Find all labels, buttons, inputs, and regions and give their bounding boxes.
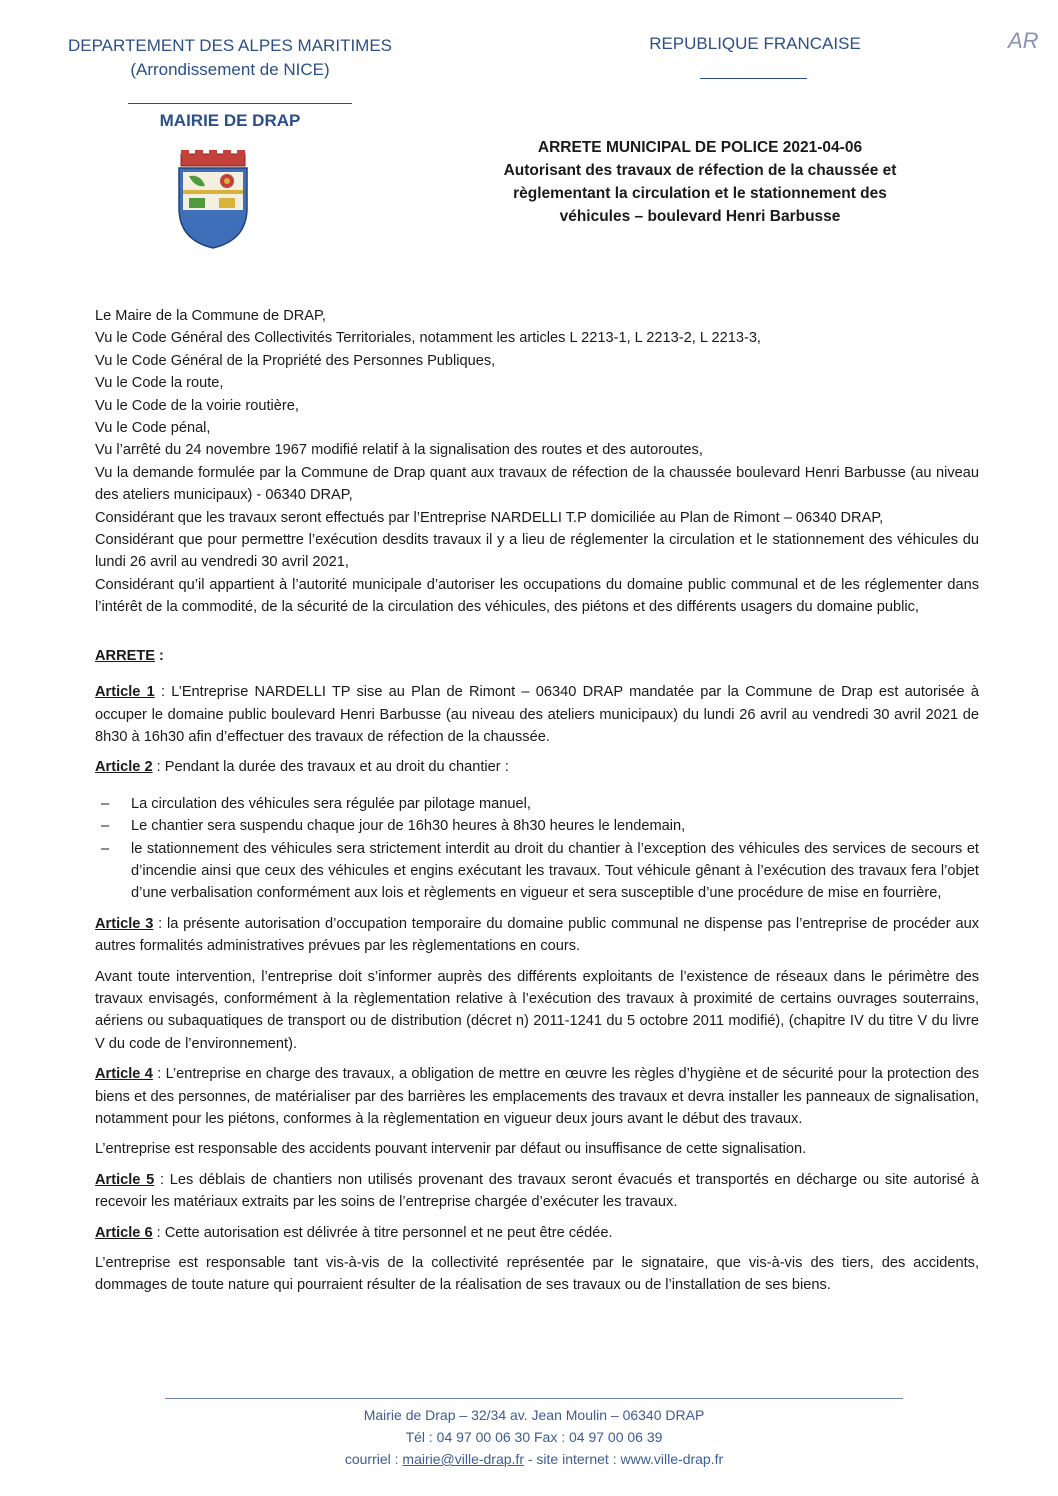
article-5 (95, 1169, 979, 1214)
preamble-considerant-3: Considérant qu’il appartient à l’autorité municipale d’autoriser les occupations du domaine public communal et de les réglementer dans l’intérêt de la commodité, de la sécurité de la circulation des véhicules, des piétons et des différents usagers du domaine public, (95, 576, 979, 616)
crest-tool (219, 198, 235, 208)
article-4 (95, 1063, 979, 1130)
article-3 (95, 913, 979, 958)
list-dash: – (101, 840, 110, 857)
republique-label: REPUBLIQUE FRANCAISE (649, 34, 861, 53)
footer-phone: Tél : 04 97 00 06 30 Fax : 04 97 00 06 39 (405, 1429, 663, 1445)
footer-email-link[interactable]: mairie@ville-drap.fr (402, 1451, 524, 1467)
mairie-label: MAIRIE DE DRAP (159, 111, 301, 130)
arrete-heading (95, 645, 979, 667)
arrondissement-label: (Arrondissement de NICE) (130, 60, 330, 79)
article-5-label: Article 5 (95, 1171, 155, 1188)
coat-of-arms-icon (175, 150, 251, 250)
preamble-visa-4: Vu le Code de la voirie routière, (95, 397, 299, 414)
article-2-label: Article 2 (95, 759, 153, 776)
article-4-paragraph-2: L’entreprise est responsable des accidents pouvant intervenir par défaut ou insuffisance de cette signalisation. (95, 1141, 807, 1158)
arrete-heading-label: ARRETE (95, 647, 155, 664)
list-item (95, 838, 979, 905)
departement-label: DEPARTEMENT DES ALPES MARITIMES (67, 36, 393, 55)
list-item (95, 815, 979, 837)
article-4-text: : L’entreprise en charge des travaux, a obligation de mettre en œuvre les règles d’hygiène et de sécurité pour la protection des biens et des personnes, de matérialiser par des barrières les emplacements des travaux et devra installer les panneaux de signalisation, notamment pour les piétons, conformes à la règlementation en vigueur deux jours avant le début des travaux. (95, 1066, 979, 1127)
article-3-text: : la présente autorisation d’occupation temporaire du domaine public communal ne dispense pas l’entreprise de procéder aux autres formalités administratives prévues par les règlementations en cours. (95, 915, 979, 955)
preamble-considerant-2: Considérant que pour permettre l’exécution desdits travaux il y a lieu de réglementer la circulation et le stationnement des véhicules du lundi 26 avril au vendredi 30 avril 2021, (95, 532, 979, 571)
decree-subject-line1: Autorisant des travaux de réfection de la chaussée et (503, 162, 897, 179)
preamble-visa-6: Vu l’arrêté du 24 novembre 1967 modifié relatif à la signalisation des routes et des autoroutes, (95, 442, 703, 459)
article-3-paragraph-2: Avant toute intervention, l’entreprise doit s’informer auprès des différents exploitants de l’existence de réseaux dans le périmètre des travaux envisagés, conformément à la règlementation relative à l’exécution des travaux à proximité de certains ouvrages souterrains, aériens ou subaquatiques de transport ou de distribution (décret n) 2011-1241 du 5 octobre 2011 modifié), (chapitre IV du titre V du livre V du code de l’environnement). (95, 968, 979, 1052)
header-left (40, 34, 420, 82)
article-2-list (95, 793, 979, 905)
decree-number: ARRETE MUNICIPAL DE POLICE 2021-04-06 (537, 139, 863, 156)
list-item (95, 793, 979, 815)
footer-email-prefix: courriel : (344, 1451, 403, 1467)
list-item-text: le stationnement des véhicules sera strictement interdit au droit du chantier à l’exception des véhicules des services de secours et d’incendie ainsi que ceux des véhicules et engins exécutant les travaux. Tout véhicule gênant à l’exécution des travaux fera l’objet d’une verbalisation conformément aux lois et règlements en vigueur et sera susceptible d’une procédure de mise en fourrière, (131, 840, 979, 902)
article-4-label: Article 4 (95, 1066, 153, 1083)
article-5-text: : Les déblais de chantiers non utilisés provenant des travaux seront évacués et transportés en décharge ou site autorisé à recevoir les matériaux extraits par les soins de l’entreprise chargée d’exécuter les travaux. (95, 1171, 979, 1211)
crest-crown (181, 150, 245, 166)
list-dash: – (101, 818, 110, 835)
arrete-heading-suffix: : (155, 647, 164, 664)
header-left-divider (128, 103, 352, 104)
preamble-visa-1: Vu le Code Général des Collectivités Territoriales, notamment les articles L 2213-1, L 2213-2, L 2213-3, (95, 330, 761, 347)
article-6-paragraph-2: L’entreprise est responsable tant vis-à-vis de la collectivité représentée par le signataire, que vis-à-vis des tiers, des accidents, dommages de toute nature qui pourraient résulter de la réalisation de ses travaux ou de l’installation de ses biens. (95, 1255, 979, 1294)
article-6-text: : Cette autorisation est délivrée à titre personnel et ne peut être cédée. (152, 1224, 613, 1241)
preamble-considerant-1: Considérant que les travaux seront effectués par l’Entreprise NARDELLI T.P domiciliée au Plan de Rimont – 06340 DRAP, (95, 509, 884, 526)
decree-subject-line3: véhicules – boulevard Henri Barbusse (559, 208, 841, 225)
list-item-text: Le chantier sera suspendu chaque jour de 16h30 heures à 8h30 heures le lendemain, (131, 818, 686, 835)
footer (165, 1404, 903, 1470)
list-item-text: La circulation des véhicules sera régulée par pilotage manuel, (131, 795, 531, 812)
article-1-text: : L’Entreprise NARDELLI TP sise au Plan de Rimont – 06340 DRAP mandatée par la Commune de Drap est autorisée à occuper le domaine public boulevard Henri Barbusse (au niveau des ateliers municipaux) du lundi 26 avril au vendredi 30 avril 2021 de 8h30 à 16h30 afin d’effectuer des travaux de réfection de la chaussée. (95, 684, 979, 745)
preamble-visa-2: Vu le Code Général de la Propriété des Personnes Publiques, (95, 352, 496, 369)
preamble-maire: Le Maire de la Commune de DRAP, (95, 308, 326, 324)
article-1-label: Article 1 (95, 684, 155, 701)
article-3-label: Article 3 (95, 915, 154, 932)
preamble-visa-3: Vu le Code la route, (95, 375, 224, 392)
decree-title (470, 136, 930, 228)
handwritten-initials: AR (1008, 28, 1039, 53)
decree-body (95, 305, 979, 1297)
article-2-text: : Pendant la durée des travaux et au droit du chantier : (152, 759, 509, 776)
header-right-divider (700, 78, 807, 79)
preamble-visa-7: Vu la demande formulée par la Commune de Drap quant aux travaux de réfection de la chaussée boulevard Henri Barbusse (au niveau des ateliers municipaux) - 06340 DRAP, (95, 464, 979, 504)
footer-contact (165, 1448, 903, 1470)
article-1 (95, 681, 979, 748)
list-dash: – (101, 795, 110, 812)
decree-subject-line2: règlementant la circulation et le stationnement des (513, 185, 887, 202)
footer-divider (165, 1398, 903, 1399)
footer-site: - site internet : www.ville-drap.fr (523, 1451, 724, 1467)
crest-ground (189, 198, 205, 208)
preamble-visa-5: Vu le Code pénal, (95, 420, 211, 437)
crest-band (183, 190, 243, 194)
article-2 (95, 756, 979, 778)
footer-address: Mairie de Drap – 32/34 av. Jean Moulin – 06340 DRAP (363, 1407, 705, 1423)
article-6 (95, 1222, 979, 1244)
article-6-label: Article 6 (95, 1224, 153, 1241)
